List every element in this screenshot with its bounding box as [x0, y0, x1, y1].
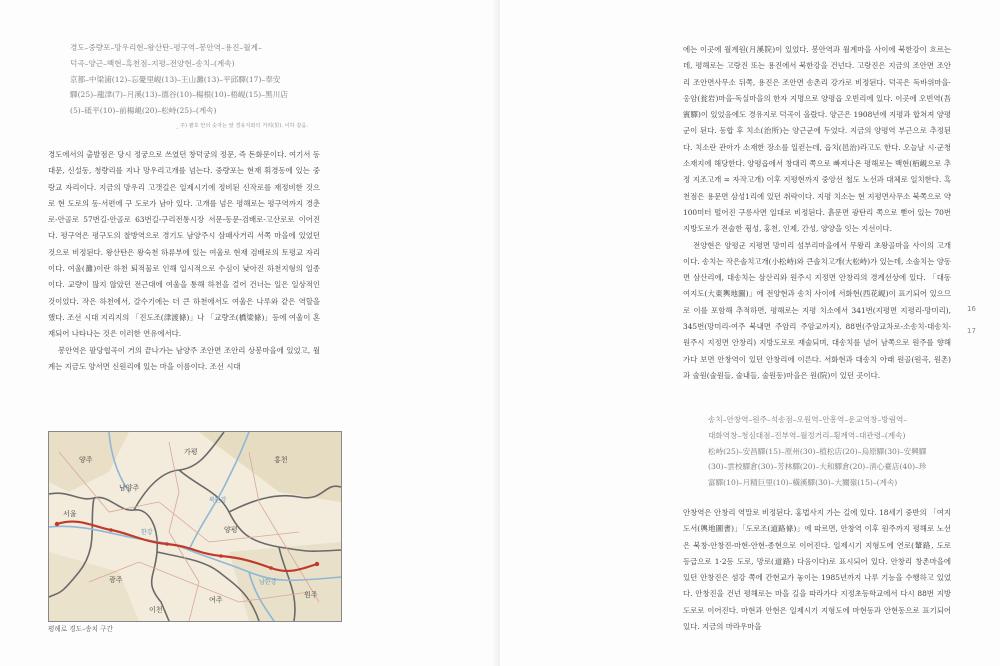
map-label: 홍천: [274, 456, 288, 464]
right-page: [500, 0, 1000, 666]
right-body-text-bottom: [683, 505, 951, 635]
route-line: 京都–中梁浦(12)–忘憂里峴(13)–王山灘(13)–平邱驛(17)–奉安: [70, 74, 281, 84]
left-body-text: [48, 147, 320, 375]
route-line: (30)–雲校驛倉(30)–芳林驛(20)–大和驛倉(20)–淸心臺店(40)–珍: [708, 462, 927, 472]
map-label: 남양주: [119, 484, 140, 492]
route-line: 경도–중량포–망우리현–왕산탄–평구역–봉안역–용진–월계–: [70, 43, 262, 52]
map-label: 여주: [209, 596, 223, 604]
route-line: (5)–砥平(10)–前楊峴(20)–松峙(25)–(계속): [70, 106, 217, 116]
route-line: 富驛(10)–月精巨里(10)–橫溪驛(30)–大關嶺(15)–(계속): [708, 478, 898, 488]
map-label: 가평: [184, 448, 198, 456]
route-line: 대화역창–청심대점–진부역–월정거리–횡계역–대관령–(계속): [708, 430, 906, 440]
map-label: 서울: [63, 510, 77, 518]
paragraph: 봉안역은 팔당협곡이 거의 끝나가는 남양주 조안면 조안리 상봉마을에 있었고, 월계는 지금도 양서면 신원리에 있는 마을 이름이다. 조선 시대: [48, 345, 320, 371]
paragraph: 경도에서의 출발점은 당시 정궁으로 쓰였던 창덕궁의 정문, 즉 돈화문이다. 여기서 동대문, 신설동, 청량리를 지나 망우리고개를 넘는다. 중량포는 현재 휘경동에 있는 중랑교 자리이다. 지금의 망우리 고갯길은 일제시기에 정비된 신작로를 재정비한 것으로 현 도로의 동·서편에 구 도로가 남아 있다. 고개를 넘은 평해로는 평구역까지 경춘로-안골로 57번길-안골로 63번길-구리전통시장 서문-동문-검배로-고산로로 이어진다. 평구역은 평구도의 찰방역으로 경기도 남양주시 삼패사거리 서쪽 마을에 있었던 것으로 비정된다. 왕산탄은 왕숙천 하류부에 있는 여울로 현재 검배로의 토평교 자리이다. 여울(灘)이란 하천 퇴적물로 인해 일시적으로 수심이 낮아진 하천지형의 일종이다. 교량이 많지 않았던 전근대에 여울을 통해 하천을 걸어 건너는 일은 일상적인 것이었다. 작은 하천에서, 갈수기에는 더 큰 하천에서도 여울은 나루와 같은 역할을 했다. 조선 시대 지리지의 「진도조(津渡條)」나 「교량조(橋梁條)」등에 여울이 혼재되어 나타나는 것은 이러한 연유에서다.: [48, 150, 320, 339]
page-number: 17: [967, 327, 976, 335]
route-line: 驛(25)–龍津(7)–月溪(13)–德谷(10)–楊根(10)–梧峴(15)–黑川店: [70, 90, 288, 100]
page-numbers: [967, 298, 976, 342]
map-label: 북한강: [209, 497, 227, 504]
route-list-left: [70, 40, 310, 135]
route-line: 松峙(25)–安昌驛(15)–原州(30)–植松店(20)–烏原驛(30)–安興驛: [708, 446, 927, 456]
route-footnote: _ 주) 괄호 안의 숫자는 앞 경유지와의 거리(里). 이하 같음.: [175, 122, 308, 129]
map-label: 남한강: [259, 579, 277, 586]
route-line: 송치–안창역–원주–석송점–오원역–안흥역–운교역창–방림역–: [708, 415, 908, 424]
map-label: 한강: [141, 529, 153, 536]
right-body-text-top: [683, 42, 951, 384]
map-label: 양평: [224, 526, 238, 534]
route-line: 덕곡–양근–백현–흑천점–지평–전양현–송치–(계속): [70, 58, 235, 68]
route-map: [48, 431, 342, 622]
map-caption: 평해로 경도–송치 구간: [48, 625, 113, 633]
paragraph: 안창역은 안창리 역말로 비정된다. 홍법사지 가는 길에 있다. 18세기 중반의 「여지도서(輿地圖書)」「도로조(道路條)」에 따르면, 안창역 이후 원주까지 평해로 노선은 북창-안창진-마현-안현-종현으로 이어진다. 일제시기 지형도에 연로(輦路, 도로 등급으로 1·2등 도로, 망로(道路) 다음이다)로 표시되어 있다. 안창리 창촌마을에 있던 안창진은 섬강 쪽에 간현교가 놓이는 1985년까지 나루 기능을 수행하고 있었다. 안창진을 건넌 평해로는 마을 길을 따라가다 지정초등학교에서 다시 88번 지방도로로 이어진다. 마현과 안현은 일제시기 지형도에 마현동과 안현동으로 표기되어 있다. 지금의 마라우마을: [683, 508, 951, 632]
paragraph: 에는 이곳에 월계원(月溪院)이 있었다. 봉안역과 월계마을 사이에 북한강이 흐르는데, 평해로는 고랑진 또는 용진에서 북한강을 건넌다. 고랑진은 지금의 조안면 조안리 조안면사무소 뒤쪽, 용진은 조안면 송촌리 강가로 비정된다. 덕곡은 독바위마을·옹암(瓮岩)마을·독실마을의 한자 지명으로 양평읍 오빈리에 있다. 이곳에 오빈역(吾賓驛)이 있었음에도 경유지로 덕곡이 올랐다. 양근은 1908년에 지평과 합쳐져 양평군이 된다. 동합 후 치소(治所)는 양근군에 두었다. 지금의 양평역 부근으로 추정된다. 치소란 관아가 소재한 장소를 일컫는데, 읍치(邑治)라고도 한다. 오늘날 시·군청 소재지에 해당한다. 양평읍에서 창대리 쪽으로 빠져나온 평해로는 백현(栢峴으로 추정 지조고개 = 자작고개) 이후 지평현까지 중앙선 철도 노선과 대체로 일치한다. 흑천점은 용문면 삼성1리에 있던 취락이다. 지평 치소는 현 지평면사무소 북쪽으로 약 100미터 떨어진 구릉사면 일대로 비정된다. 흙문면 광탄리 쪽으로 뻗어 있는 70번 지방도로가 전술한 휭성, 홍천, 인제, 간성, 양양을 잇는 지선이다.: [683, 45, 951, 234]
map-label: 이천: [149, 606, 163, 614]
paragraph: 전양현은 양평군 지평면 망미리 섬부리마을에서 무왕리 초왕골마을 사이의 고개이다. 송치는 작은솔치고개(小松峙)와 큰솔치고개(大松峙)가 있는데, 소솔치는 양동면 삼산리에, 대송치는 삼산리와 원주시 지정면 안창리의 경계선상에 있다. 「대동여지도(大東輿地圖)」에 전양현과 송치 사이에 서화현(西花峴)이 표기되어 있으므로 이를 포함해 추적하면, 평해로는 지평 치소에서 341번(지평면 지평리-망미리), 345번(망미리-여주 북내면 주암리 주암교까지), 88번(주암교차로-소송치-대송치-원주시 지정면 안창리) 지방도로로 재술되며, 대송치를 넘어 남쪽으로 원주를 향해 가다 보면 안창역이 있던 안창리에 이른다. 서화현과 대송치 아래 원골(원곡, 원촌)과 술원(술원들, 술내들, 술원동)마을은 원(院)이 있던 곳이다.: [683, 240, 951, 380]
map-svg: [49, 432, 341, 621]
map-label: 광주: [109, 576, 123, 584]
map-label: 양주: [79, 456, 93, 464]
page-number: 16: [967, 305, 976, 313]
map-label: 원주: [304, 591, 318, 599]
route-list-right: [708, 412, 948, 491]
